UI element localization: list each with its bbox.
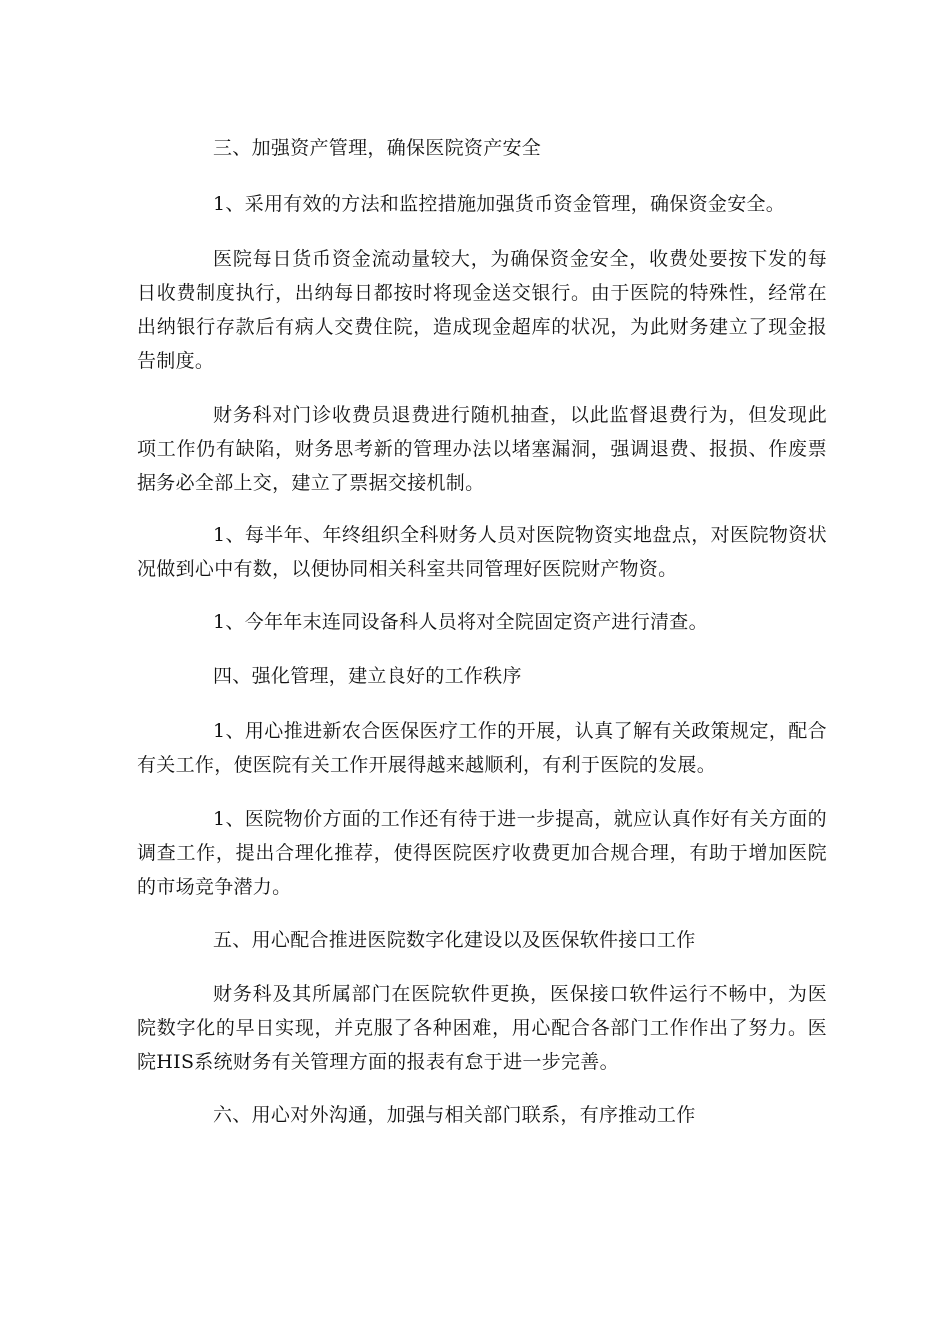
section-heading-4: 四、强化管理，建立良好的工作秩序 bbox=[213, 665, 522, 687]
paragraph: 1、采用有效的方法和监控措施加强货币资金管理，确保资金安全。 bbox=[213, 193, 786, 215]
section-heading-3: 三、加强资产管理，确保医院资产安全 bbox=[213, 137, 542, 159]
paragraph: 医院每日货币资金流动量较大，为确保资金安全，收费处要按下发的每日收费制度执行，出纳每日都按时将现金送交银行。由于医院的特殊性，经常在出纳银行存款后有病人交费住院，造成现金超库的状况，为此财务建立了现金报告制度。 bbox=[137, 248, 827, 372]
paragraph: 1、医院物价方面的工作还有待于进一步提高，就应认真作好有关方面的调查工作，提出合理化推荐，使得医院医疗收费更加合规合理，有助于增加医院的市场竞争潜力。 bbox=[137, 808, 827, 898]
paragraph: 1、今年年末连同设备科人员将对全院固定资产进行清查。 bbox=[213, 611, 708, 633]
paragraph: 1、每半年、年终组织全科财务人员对医院物资实地盘点，对医院物资状况做到心中有数，以便协同相关科室共同管理好医院财产物资。 bbox=[137, 524, 827, 580]
paragraph: 财务科及其所属部门在医院软件更换，医保接口软件运行不畅中，为医院数字化的早日实现，并克服了各种困难，用心配合各部门工作作出了努力。医院HIS系统财务有关管理方面的报表有怠于进一步完善。 bbox=[137, 983, 827, 1073]
paragraph: 财务科对门诊收费员退费进行随机抽查，以此监督退费行为，但发现此项工作仍有缺陷，财务思考新的管理办法以堵塞漏洞，强调退费、报损、作废票据务必全部上交，建立了票据交接机制。 bbox=[137, 404, 827, 494]
section-heading-5: 五、用心配合推进医院数字化建设以及医保软件接口工作 bbox=[213, 929, 696, 951]
paragraph: 1、用心推进新农合医保医疗工作的开展，认真了解有关政策规定，配合有关工作，使医院有关工作开展得越来越顺利，有利于医院的发展。 bbox=[137, 720, 827, 776]
section-heading-6: 六、用心对外沟通，加强与相关部门联系，有序推动工作 bbox=[213, 1104, 696, 1126]
